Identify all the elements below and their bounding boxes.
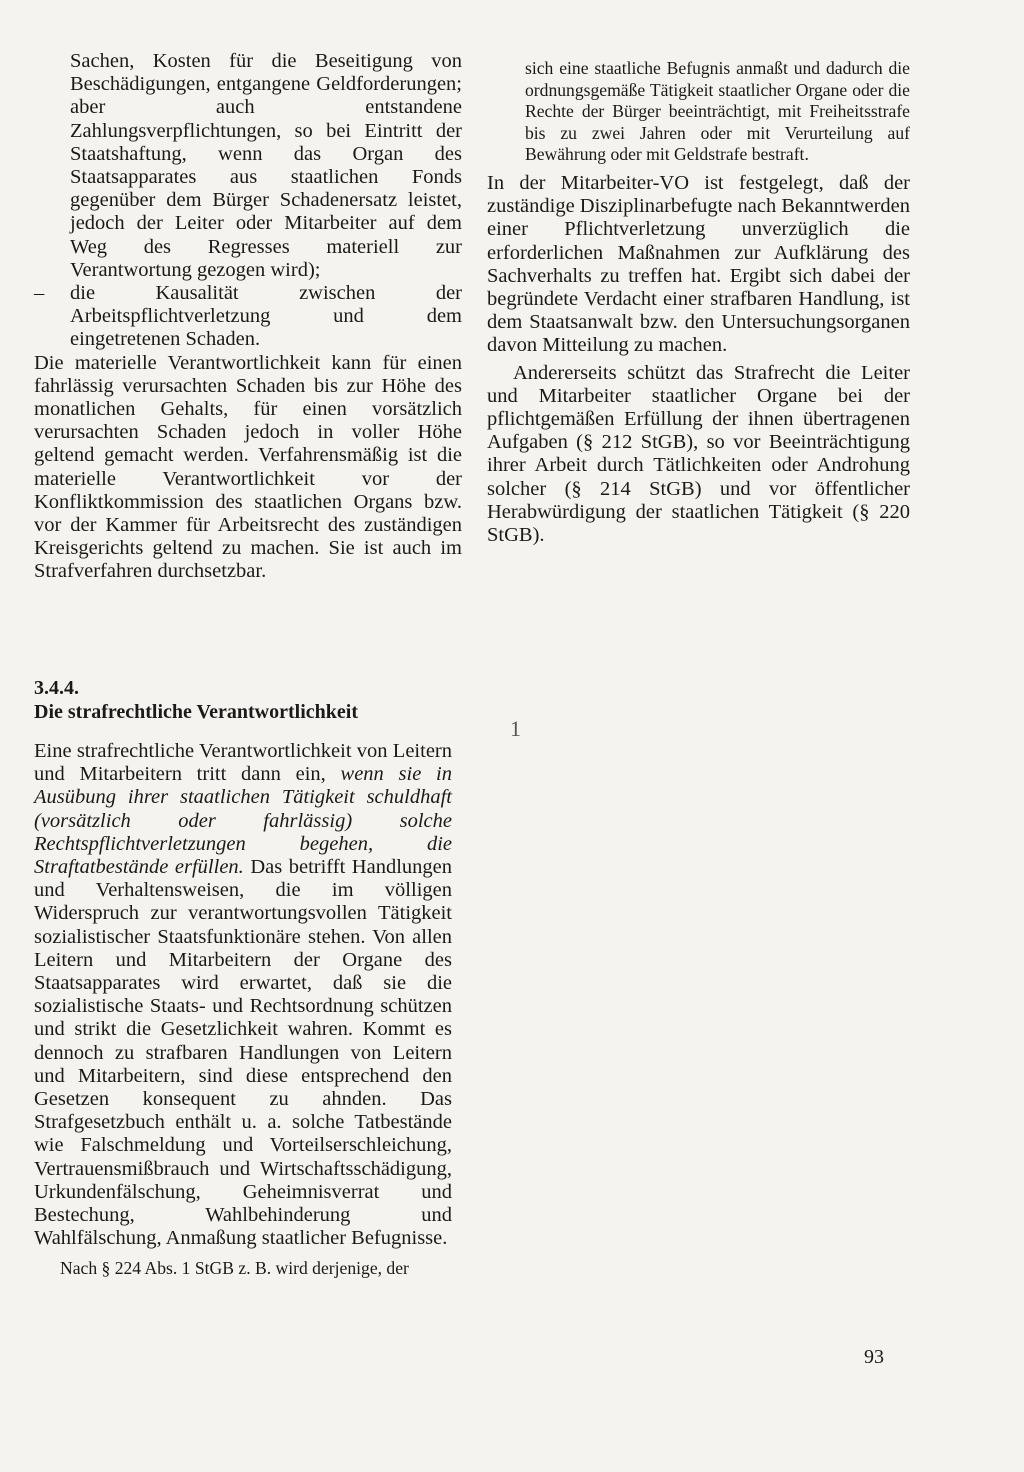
continued-text: Sachen, Kosten für die Beseitigung von Beschädigungen, entgangene Geldforderungen; aber auch entstandene Zahlungsverpflichtungen, so bei Eintritt der Staatshaftung, wenn das Organ des Staatsapparates aus staatlichen Fonds gegenüber dem Bürger Schadenersatz leistet, jedoch der Leiter oder Mitarbeiter auf dem Weg des Regresses materiell zur Verantwortung gezogen wird);	[70, 50, 462, 281]
right-column	[487, 58, 910, 547]
paragraph-protection: Andererseits schützt das Strafrecht die Leiter und Mitarbeiter staatlicher Organe bei der pflichtgemäßen Erfüllung der ihnen übertragenen Aufgaben (§ 212 StGB), so vor Beeinträchtigung ihrer Arbeit durch Tätlichkeiten oder Androhung solcher (§ 214 StGB) und vor öffentlicher Herabwürdigung der staatlichen Tätigkeit (§ 220 StGB).	[487, 361, 910, 547]
left-column	[34, 50, 462, 584]
page-number: 93	[864, 1346, 884, 1368]
paragraph-material-liability: Die materielle Verantwortlichkeit kann für einen fahrlässig verursachten Schaden bis zur Höhe des monatlichen Gehalts, für einen vorsätzlich verursachten Schaden jedoch in voller Höhe geltend gemacht werden. Verfahrensmäßig ist die materielle Verantwortlichkeit vor der Konfliktkommission des staatlichen Organs bzw. vor der Kammer für Arbeitsrecht des zuständigen Kreisgerichts geltend zu machen. Sie ist auch im Strafverfahren durchsetzbar.	[34, 351, 462, 583]
section-block	[34, 676, 452, 1280]
paragraph-mitarbeiter-vo: In der Mitarbeiter-VO ist festgelegt, daß der zuständige Disziplinarbefugte nach Bekanntwerden einer Pflichtverletzung unverzüglich die erforderlichen Maßnahmen zur Aufklärung des Sachverhalts zu treffen hat. Ergibt sich dabei der begründete Verdacht einer strafbaren Handlung, ist dem Staatsanwalt bzw. den Untersuchungsorganen davon Mitteilung zu machen.	[487, 171, 910, 357]
section-title: Die strafrechtliche Verantwortlichkeit	[34, 701, 358, 723]
text-italic: wenn sie in Ausübung ihrer staatlichen Tätigkeit schuldhaft (vorsätzlich oder fahrlässig) solche Rechtspflichtverletzungen begehen, die Straftatbestände erfüllen.	[34, 763, 452, 879]
section-number: 3.4.4.	[34, 677, 79, 699]
paragraph-criminal-liability	[34, 740, 452, 1250]
section-heading	[34, 676, 452, 724]
list-item	[34, 282, 462, 352]
paragraph-example: Nach § 224 Abs. 1 StGB z. B. wird derjenige, der	[60, 1258, 409, 1279]
margin-mark: 1	[510, 716, 521, 741]
legal-quote: sich eine staatliche Befugnis anmaßt und dadurch die ordnungsgemäße Tätigkeit staatlicher Organe oder die Rechte der Bürger beeinträchtigt, mit Freiheitsstrafe bis zu zwei Jahren oder mit Verurteilung auf Bewährung oder mit Geldstrafe bestraft.	[525, 58, 910, 165]
list-dash: –	[34, 282, 45, 305]
text-end: Das betrifft Handlungen und Verhaltensweisen, die im völligen Widerspruch zur verantwortungsvollen Tätigkeit sozialistischer Staatsfunktionäre stehen. Von allen Leitern und Mitarbeitern der Organe des Staatsapparates wird erwartet, daß sie die sozialistische Staats- und Rechtsordnung schützen und strikt die Gesetzlichkeit wahren. Kommt es dennoch zu strafbaren Handlungen von Leitern und Mitarbeitern, sind diese entsprechend den Gesetzen konsequent zu ahnden. Das Strafgesetzbuch enthält u. a. solche Tatbestände wie Falschmeldung und Vorteilserschleichung, Vertrauensmißbrauch und Wirtschaftsschädigung, Urkundenfälschung, Geheimnisverrat und Bestechung, Wahlbehinderung und Wahlfälschung, Anmaßung staatlicher Befugnisse.	[34, 856, 452, 1250]
list-item-text: die Kausalität zwischen der Arbeitspflichtverletzung und dem eingetretenen Schaden.	[70, 282, 462, 351]
text-start: Eine strafrechtliche Verantwortlichkeit von Leitern und Mitarbeitern tritt dann ein,	[34, 740, 452, 786]
